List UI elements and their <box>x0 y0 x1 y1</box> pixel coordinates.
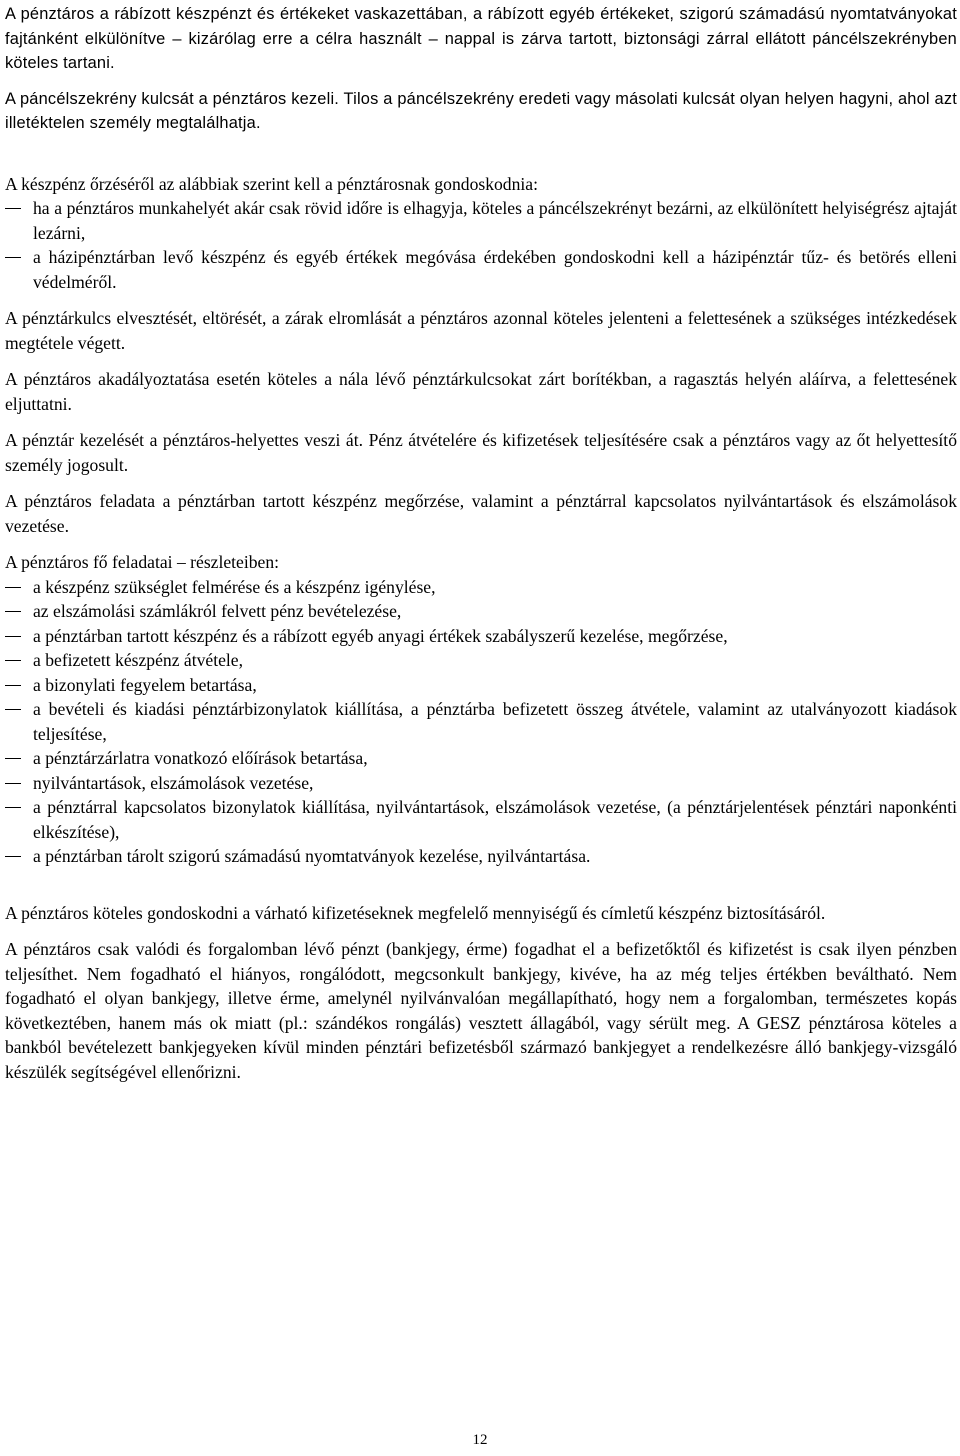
dash-bullet-icon <box>5 636 21 637</box>
list-item-text: a bizonylati fegyelem betartása, <box>33 674 257 695</box>
dash-bullet-icon <box>5 685 21 686</box>
paragraph-key-loss: A pénztárkulcs elvesztését, eltörését, a zárak elromlását a pénztáros azonnal köteles jelenteni a felettesének a szükséges intézkedések megtétele végett. <box>5 308 957 353</box>
paragraph-main-tasks-intro: A pénztáros fő feladatai – részleteiben: <box>5 552 280 572</box>
dash-bullet-icon <box>5 611 21 612</box>
list-item <box>5 575 957 600</box>
list-item-text: az elszámolási számlákról felvett pénz bevételezése, <box>33 601 402 621</box>
paragraph-safe-storage: A pénztáros a rábízott készpénzt és értékeket vaskazettában, a rábízott egyéb értékeket, szigorú számadású nyomtatványokat fajtánként elkülönítve – kizárólag erre a célra használt – nappal is zárva tartott, biztonsági zárral ellátott páncélszekrényben köteles tartani. <box>5 5 957 72</box>
list-item <box>5 196 957 245</box>
list-item <box>5 771 957 796</box>
cash-custody-list <box>5 196 957 294</box>
paragraph-safe-key: A páncélszekrény kulcsát a pénztáros kezeli. Tilos a páncélszekrény eredeti vagy másolati kulcsát olyan helyen hagyni, ahol azt illetéktelen személy megtalálhatja. <box>5 89 957 132</box>
list-item-text: a pénztárban tartott készpénz és a rábízott egyéb anyagi értékek szabályszerű kezelése, megőrzése, <box>33 625 728 646</box>
dash-bullet-icon <box>5 587 21 588</box>
list-item <box>5 245 957 294</box>
list-item-text: a pénztárzárlatra vonatkozó előírások betartása, <box>33 748 368 768</box>
list-item-text: nyilvántartások, elszámolások vezetése, <box>33 772 314 793</box>
list-item <box>5 795 957 844</box>
paragraph-absence: A pénztáros akadályoztatása esetén köteles a nála lévő pénztárkulcsokat zárt borítékban, a ragasztás helyén aláírva, a felettesének eljuttatni. <box>5 369 957 414</box>
list-item-text: a pénztárral kapcsolatos bizonylatok kiállítása, nyilvántartások, elszámolások vezetése, (a pénztárjelentések pénztári naponkénti elkészítése), <box>33 797 957 842</box>
list-item <box>5 599 957 624</box>
dash-bullet-icon <box>5 660 21 661</box>
list-item <box>5 648 957 673</box>
paragraph-cash-custody-intro: A készpénz őrzéséről az alábbiak szerint kell a pénztárosnak gondoskodnia: <box>5 173 538 194</box>
list-item-text: a bevételi és kiadási pénztárbizonylatok kiállítása, a pénztárba befizetett összeg átvétele, valamint az utalványozott kiadások teljesítése, <box>33 699 957 744</box>
list-item <box>5 746 957 771</box>
paragraph-duty: A pénztáros feladata a pénztárban tartott készpénz megőrzése, valamint a pénztárral kapcsolatos nyilvántartások és elszámolások vezetése. <box>5 491 957 536</box>
paragraph-cash-provision: A pénztáros köteles gondoskodni a várható kifizetéseknek megfelelő mennyiségű és címletű készpénz biztosításáról. <box>5 902 826 923</box>
list-item <box>5 673 957 698</box>
list-item-text: a házipénztárban levő készpénz és egyéb értékek megóvása érdekében gondoskodni kell a házipénztár tűz- és betörés elleni védelméről. <box>33 247 957 292</box>
dash-bullet-icon <box>5 856 21 857</box>
dash-bullet-icon <box>5 783 21 784</box>
paragraph-banknote-acceptance: A pénztáros csak valódi és forgalomban lévő pénzt (bankjegy, érme) fogadhat el a befizetőktől és kifizetést is csak ilyen pénzben teljesíthet. Nem fogadható el hiányos, rongálódott, megcsonkult bankjegy, kivéve, ha az még teljes értékben beváltható. Nem fogadható el olyan bankjegy, illetve érme, amelynél nyilvánvalóan megállapítható, hogy nem a forgalomban, természetes kopás következtében, hanem más ok miatt (pl.: szándékos rongálás) vesztett állagából, vagy sérült meg. A GESZ pénztárosa köteles a bankból bevételezett bankjegyeken kívül minden pénztári befizetésből származó bankjegyet a rendelkezésre álló bankjegy-vizsgáló készülék segítségével ellenőrizni. <box>5 939 957 1082</box>
document-body <box>5 2 957 1084</box>
dash-bullet-icon <box>5 257 21 258</box>
page-number: 12 <box>472 1432 488 1448</box>
list-item-text: ha a pénztáros munkahelyét akár csak rövid időre is elhagyja, köteles a páncélszekrényt bezárni, az elkülönített helyiségrész ajtaját lezárni, <box>33 198 957 243</box>
main-tasks-list <box>5 575 957 869</box>
list-item <box>5 624 957 649</box>
dash-bullet-icon <box>5 709 21 710</box>
list-item <box>5 844 957 869</box>
paragraph-deputy: A pénztár kezelését a pénztáros-helyettes veszi át. Pénz átvételére és kifizetések teljesítésére csak a pénztáros vagy az őt helyettesítő személy jogosult. <box>5 430 957 475</box>
list-item-text: a pénztárban tárolt szigorú számadású nyomtatványok kezelése, nyilvántartása. <box>33 846 591 866</box>
dash-bullet-icon <box>5 758 21 759</box>
list-item <box>5 697 957 746</box>
dash-bullet-icon <box>5 208 21 209</box>
list-item-text: a befizetett készpénz átvétele, <box>33 650 244 670</box>
dash-bullet-icon <box>5 807 21 808</box>
list-item-text: a készpénz szükséglet felmérése és a készpénz igénylése, <box>33 576 436 597</box>
